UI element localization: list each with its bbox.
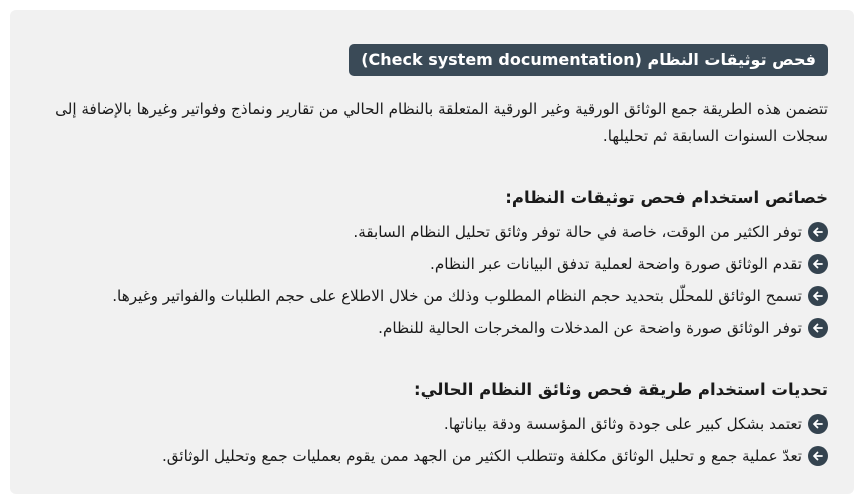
left-arrow-circle-icon [808,286,828,306]
list-item-text: توفر الكثير من الوقت، خاصة في حالة توفر وثائق تحليل النظام السابقة. [353,223,802,241]
left-arrow-circle-icon [808,414,828,434]
list-item [34,216,828,248]
list-item-text: تقدم الوثائق صورة واضحة لعملية تدفق البيانات عبر النظام. [430,255,802,273]
list-item [34,248,828,280]
list-item-text: تعدّ عملية جمع و تحليل الوثائق مكلفة وتتطلب الكثير من الجهد ممن يقوم بعمليات جمع وتحليل الوثائق. [161,447,802,465]
list-item-text: تعتمد بشكل كبير على جودة وثائق المؤسسة ودقة بياناتها. [443,415,802,433]
features-list [34,216,828,344]
intro-paragraph: تتضمن هذه الطريقة جمع الوثائق الورقية وغير الورقية المتعلقة بالنظام الحالي من تقارير ونماذج وفواتير وغيرها بالإضافة إلى سجلات السنوات السابقة ثم تحليلها. [55,100,828,145]
list-item-text: تسمح الوثائق للمحلّل بتحديد حجم النظام المطلوب وذلك من خلال الاطلاع على حجم الطلبات والفواتير وغيرها. [112,287,802,305]
left-arrow-circle-icon [808,446,828,466]
list-item [34,280,828,312]
list-item-text: توفر الوثائق صورة واضحة عن المدخلات والمخرجات الحالية للنظام. [378,319,802,337]
left-arrow-circle-icon [808,318,828,338]
list-item [34,440,828,472]
list-item [34,312,828,344]
list-item [34,408,828,440]
left-arrow-circle-icon [808,222,828,242]
section-title: فحص توثيقات النظام (Check system documentation) [349,44,828,76]
left-arrow-circle-icon [808,254,828,274]
challenges-list [34,408,828,472]
features-heading: خصائص استخدام فحص توثيقات النظام: [505,188,828,207]
challenges-heading: تحديات استخدام طريقة فحص وثائق النظام الحالي: [413,380,828,399]
content-card [10,10,854,494]
